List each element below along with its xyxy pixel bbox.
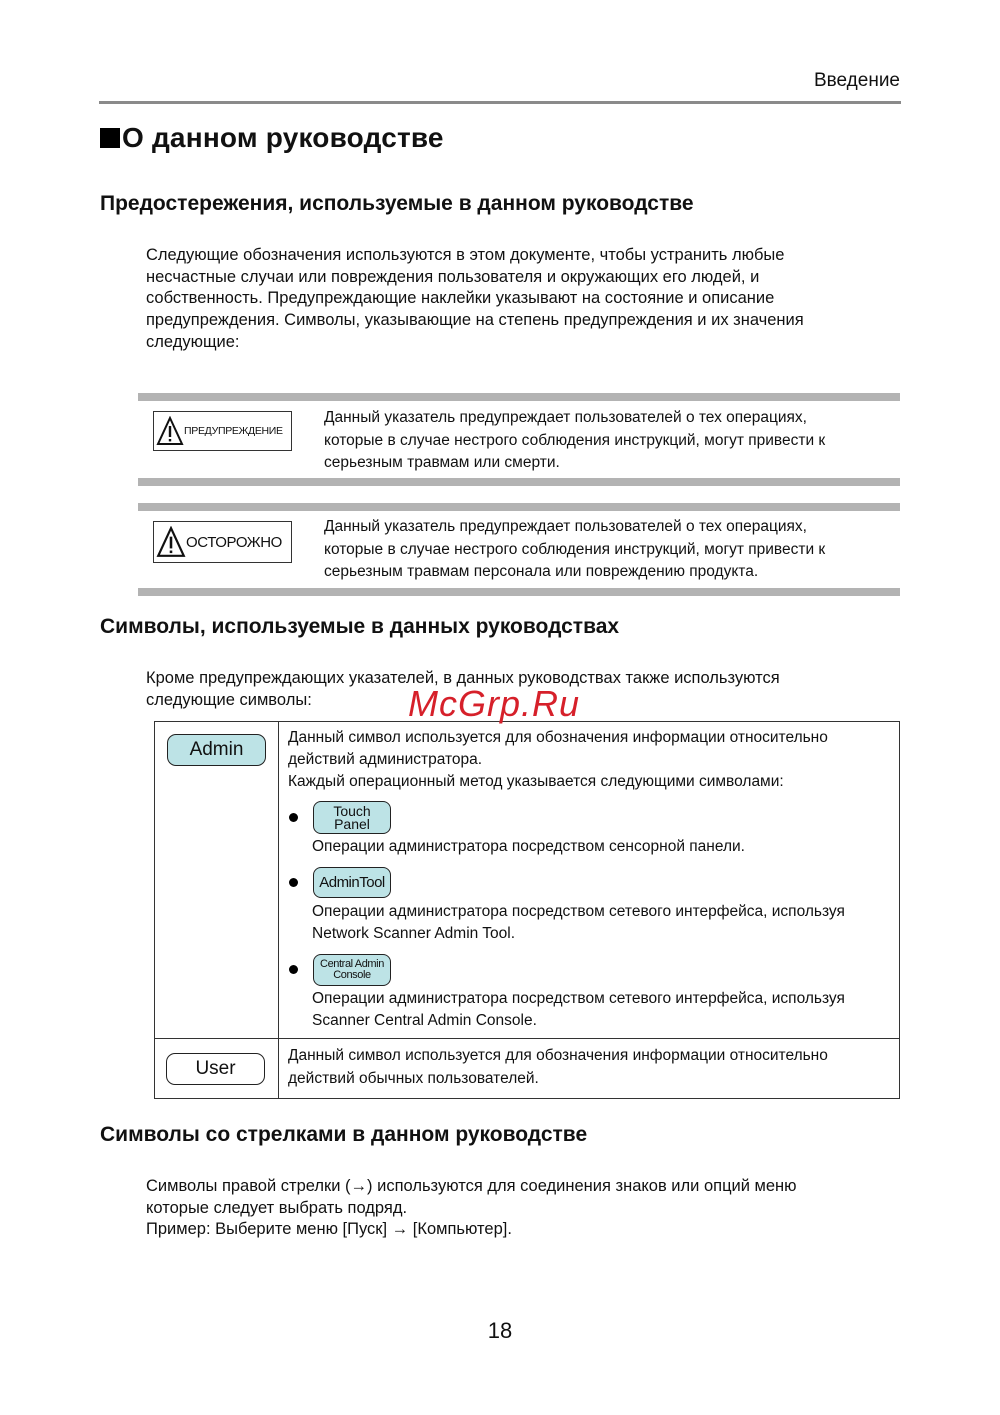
badge-line: Panel xyxy=(334,815,370,832)
warning-block-top-bar xyxy=(138,393,900,401)
description-line: которые в случае нестрого соблюдения инструкций, могут привести к xyxy=(324,540,826,558)
caution-block-bottom-bar xyxy=(138,588,900,596)
arrows-paragraph xyxy=(146,1176,906,1241)
paragraph-line: несчастные случаи или повреждения пользователя и окружающих его людей, и xyxy=(146,267,760,286)
admintool-description xyxy=(312,901,845,945)
bullet-icon xyxy=(289,965,298,974)
paragraph-line: Пример: Выберите меню [Пуск] → [Компьютер]. xyxy=(146,1220,512,1239)
description-line: Данный указатель предупреждает пользователей о тех операциях, xyxy=(324,409,807,426)
warnings-intro-paragraph xyxy=(146,245,906,354)
warning-triangle-icon xyxy=(156,416,184,446)
section-heading-arrows: Символы со стрелками в данном руководстве xyxy=(100,1123,588,1146)
description-line: Операции администратора посредством сенсорной панели. xyxy=(312,838,745,855)
touch-panel-description xyxy=(312,836,745,858)
caution-block-top-bar xyxy=(138,503,900,511)
page-title-text: О данном руководстве xyxy=(122,122,444,153)
section-heading-warnings: Предостережения, используемые в данном руководстве xyxy=(100,192,694,215)
central-admin-console-description xyxy=(312,988,845,1032)
running-header-title: Введение xyxy=(813,70,900,91)
paragraph-line: Кроме предупреждающих указателей, в данных руководствах также используются xyxy=(146,669,780,687)
paragraph-line: собственность. Предупреждающие наклейки указывают на состояние и описание xyxy=(146,289,775,308)
paragraph-line: предупреждения. Символы, указывающие на степень предупреждения и их значения xyxy=(146,311,804,330)
admin-symbol-badge: Admin xyxy=(167,734,266,766)
caution-label-box xyxy=(153,521,292,563)
paragraph-line: Следующие обозначения используются в этом документе, чтобы устранить любые xyxy=(146,246,785,264)
paragraph-line: Символы правой стрелки (→) используются для соединения знаков или опций меню xyxy=(146,1177,797,1195)
description-line: Операции администратора посредством сетевого интерфейса, используя xyxy=(312,903,845,920)
description-line: действий обычных пользователей. xyxy=(288,1070,539,1087)
description-line: которые в случае нестрого соблюдения инструкций, могут привести к xyxy=(324,431,826,449)
admintool-symbol-badge: AdminTool xyxy=(313,867,391,898)
badge-line: Touch xyxy=(333,802,371,819)
user-description xyxy=(288,1044,828,1090)
paragraph-line: следующие символы: xyxy=(146,690,312,709)
description-line: Данный символ используется для обозначения информации относительно xyxy=(288,729,828,746)
central-admin-console-symbol-badge xyxy=(313,954,391,986)
warning-description xyxy=(324,407,904,475)
warning-label-box xyxy=(153,411,292,451)
black-square-bullet-icon xyxy=(100,128,120,148)
description-line: действий администратора. xyxy=(288,751,483,768)
caution-description xyxy=(324,516,904,584)
paragraph-line: которые следует выбрать подряд. xyxy=(146,1198,408,1217)
warning-triangle-icon xyxy=(156,526,186,558)
table-column-divider xyxy=(278,721,279,1099)
table-row-divider xyxy=(154,1038,900,1039)
touch-panel-symbol-badge xyxy=(313,801,391,834)
bullet-icon xyxy=(289,813,298,822)
description-line: серьезным травмам или смерти. xyxy=(324,454,560,471)
description-line: Данный указатель предупреждает пользователей о тех операциях, xyxy=(324,518,807,535)
description-line: Каждый операционный метод указывается следующими символами: xyxy=(288,773,784,790)
admin-description xyxy=(288,727,828,793)
warning-label-text: ПРЕДУПРЕЖДЕНИЕ xyxy=(184,425,283,437)
user-symbol-badge: User xyxy=(166,1053,265,1085)
page-number: 18 xyxy=(487,1318,513,1343)
description-line: Операции администратора посредством сетевого интерфейса, используя xyxy=(312,990,845,1007)
header-divider xyxy=(99,101,901,104)
caution-label-text: ОСТОРОЖНО xyxy=(186,533,282,551)
description-line: серьезным травмам персонала или повреждению продукта. xyxy=(324,563,759,580)
badge-line: Console xyxy=(333,969,371,981)
section-heading-symbols: Символы, используемые в данных руководствах xyxy=(100,615,620,638)
bullet-icon xyxy=(289,878,298,887)
watermark-text: McGrp.Ru xyxy=(408,683,581,724)
description-line: Scanner Central Admin Console. xyxy=(312,1012,537,1029)
badge-line: Central Admin xyxy=(320,958,384,970)
description-line: Данный символ используется для обозначения информации относительно xyxy=(288,1047,828,1064)
page-title xyxy=(100,122,444,154)
paragraph-line: следующие: xyxy=(146,332,240,351)
description-line: Network Scanner Admin Tool. xyxy=(312,925,516,942)
warning-block-bottom-bar xyxy=(138,478,900,486)
